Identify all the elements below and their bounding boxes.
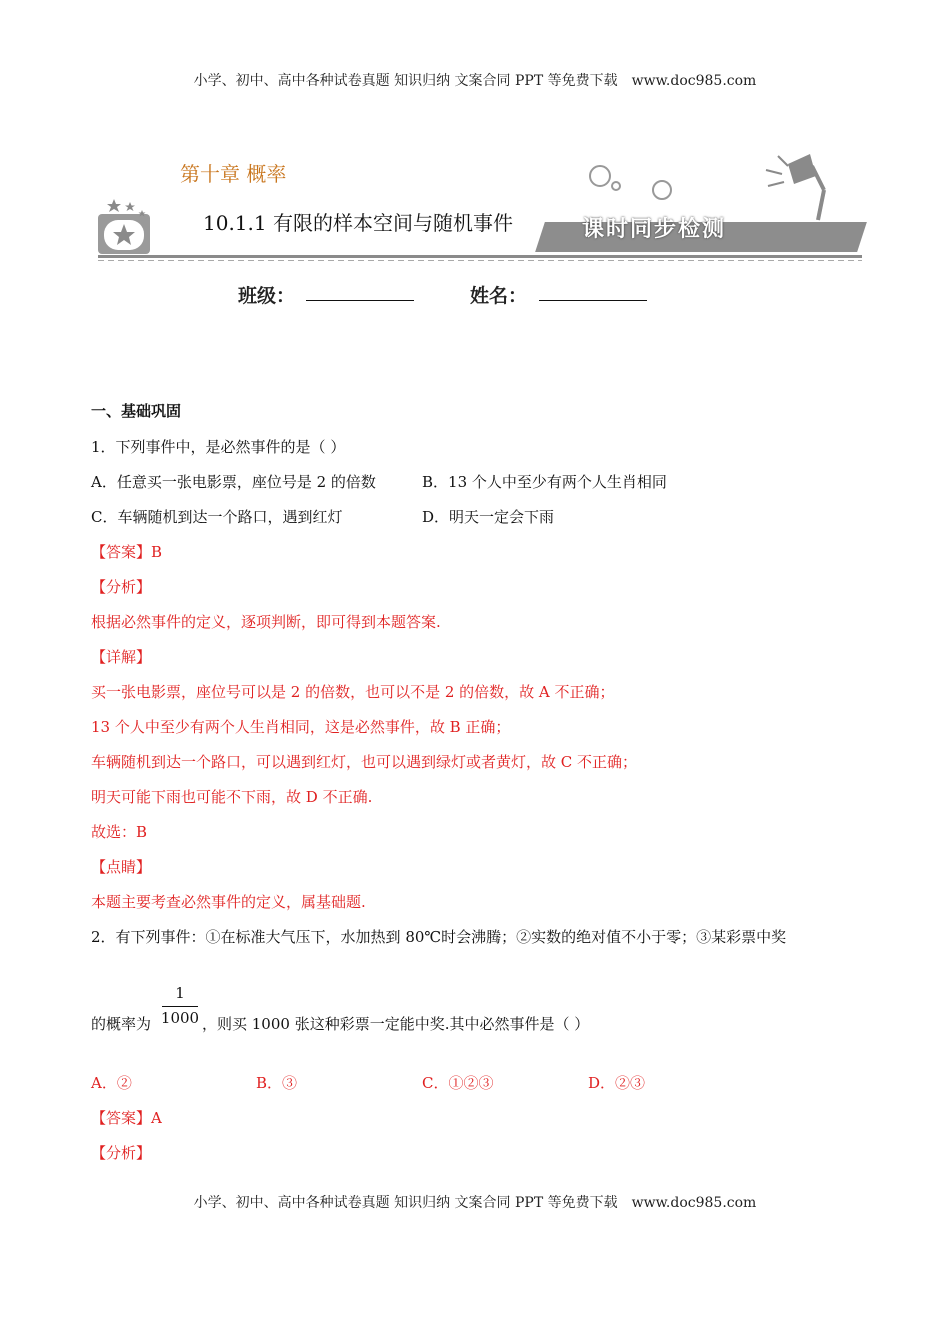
bubbles-icon	[584, 160, 679, 208]
section-title: 一、基础巩固	[91, 402, 182, 420]
site-header-url[interactable]: www.doc985.com	[631, 73, 757, 89]
site-footer	[0, 1192, 950, 1212]
name-label: 姓名：	[470, 285, 528, 307]
q1-comment: 本题主要考查必然事件的定义，属基础题.	[91, 893, 366, 911]
q2-option-a: A．②	[91, 1074, 132, 1092]
q2-answer: 【答案】A	[91, 1109, 162, 1127]
q2-stem-prefix: 的概率为	[91, 1015, 152, 1033]
q1-stem: 1．下列事件中，是必然事件的是（ ）	[91, 438, 346, 456]
q2-fraction-numerator: 1	[175, 984, 185, 1002]
class-label: 班级：	[238, 285, 296, 307]
q1-analysis: 根据必然事件的定义，逐项判断，即可得到本题答案.	[91, 613, 441, 631]
q2-analysis-label: 【分析】	[91, 1144, 152, 1162]
q1-choose: 故选：B	[91, 823, 148, 841]
q1-detail-line: 买一张电影票，座位号可以是 2 的倍数，也可以不是 2 的倍数，故 A 不正确；	[91, 683, 615, 701]
site-header-text: 小学、初中、高中各种试卷真题 知识归纳 文案合同 PPT 等免费下载	[193, 73, 618, 89]
q1-detail-label: 【详解】	[91, 648, 152, 666]
q2-option-d: D．②③	[588, 1074, 646, 1092]
desk-lamp-icon	[760, 150, 860, 226]
q2-option-b: B．③	[256, 1074, 298, 1092]
q1-option-d: D．明天一定会下雨	[422, 508, 555, 526]
lesson-title: 10.1.1 有限的样本空间与随机事件	[203, 211, 513, 235]
name-blank[interactable]	[539, 300, 647, 301]
site-footer-url[interactable]: www.doc985.com	[631, 1195, 757, 1211]
q2-fraction-denominator: 1000	[160, 1009, 200, 1027]
chapter-title: 第十章 概率	[180, 162, 287, 186]
q1-comment-label: 【点睛】	[91, 858, 152, 876]
q2-stem-suffix: ，则买 1000 张这种彩票一定能中奖.其中必然事件是（ ）	[202, 1015, 590, 1033]
banner-tag: 课时同步检测	[582, 216, 727, 242]
q1-option-a: A．任意买一张电影票，座位号是 2 的倍数	[91, 473, 376, 491]
banner-dotted-divider	[98, 260, 862, 261]
banner-star-badge-icon	[96, 196, 156, 258]
class-blank[interactable]	[306, 300, 414, 301]
q1-detail-line: 车辆随机到达一个路口，可以遇到红灯，也可以遇到绿灯或者黄灯，故 C 不正确；	[91, 753, 638, 771]
q1-option-c: C．车辆随机到达一个路口，遇到红灯	[91, 508, 343, 526]
banner-divider	[98, 255, 862, 258]
q2-stem-line1: 2．有下列事件：①在标准大气压下，水加热到 80℃时会沸腾；②实数的绝对值不小于零；③某彩票中奖	[91, 928, 787, 946]
site-footer-text: 小学、初中、高中各种试卷真题 知识归纳 文案合同 PPT 等免费下载	[193, 1195, 618, 1211]
q1-detail-line: 明天可能下雨也可能不下雨，故 D 不正确.	[91, 788, 373, 806]
q2-option-c: C．①②③	[422, 1074, 494, 1092]
q2-fraction	[160, 984, 200, 1027]
site-header	[0, 70, 950, 90]
q1-analysis-label: 【分析】	[91, 578, 152, 596]
q1-option-b: B．13 个人中至少有两个人生肖相同	[422, 473, 667, 491]
q1-detail-line: 13 个人中至少有两个人生肖相同，这是必然事件，故 B 正确；	[91, 718, 511, 736]
q1-answer: 【答案】B	[91, 543, 163, 561]
